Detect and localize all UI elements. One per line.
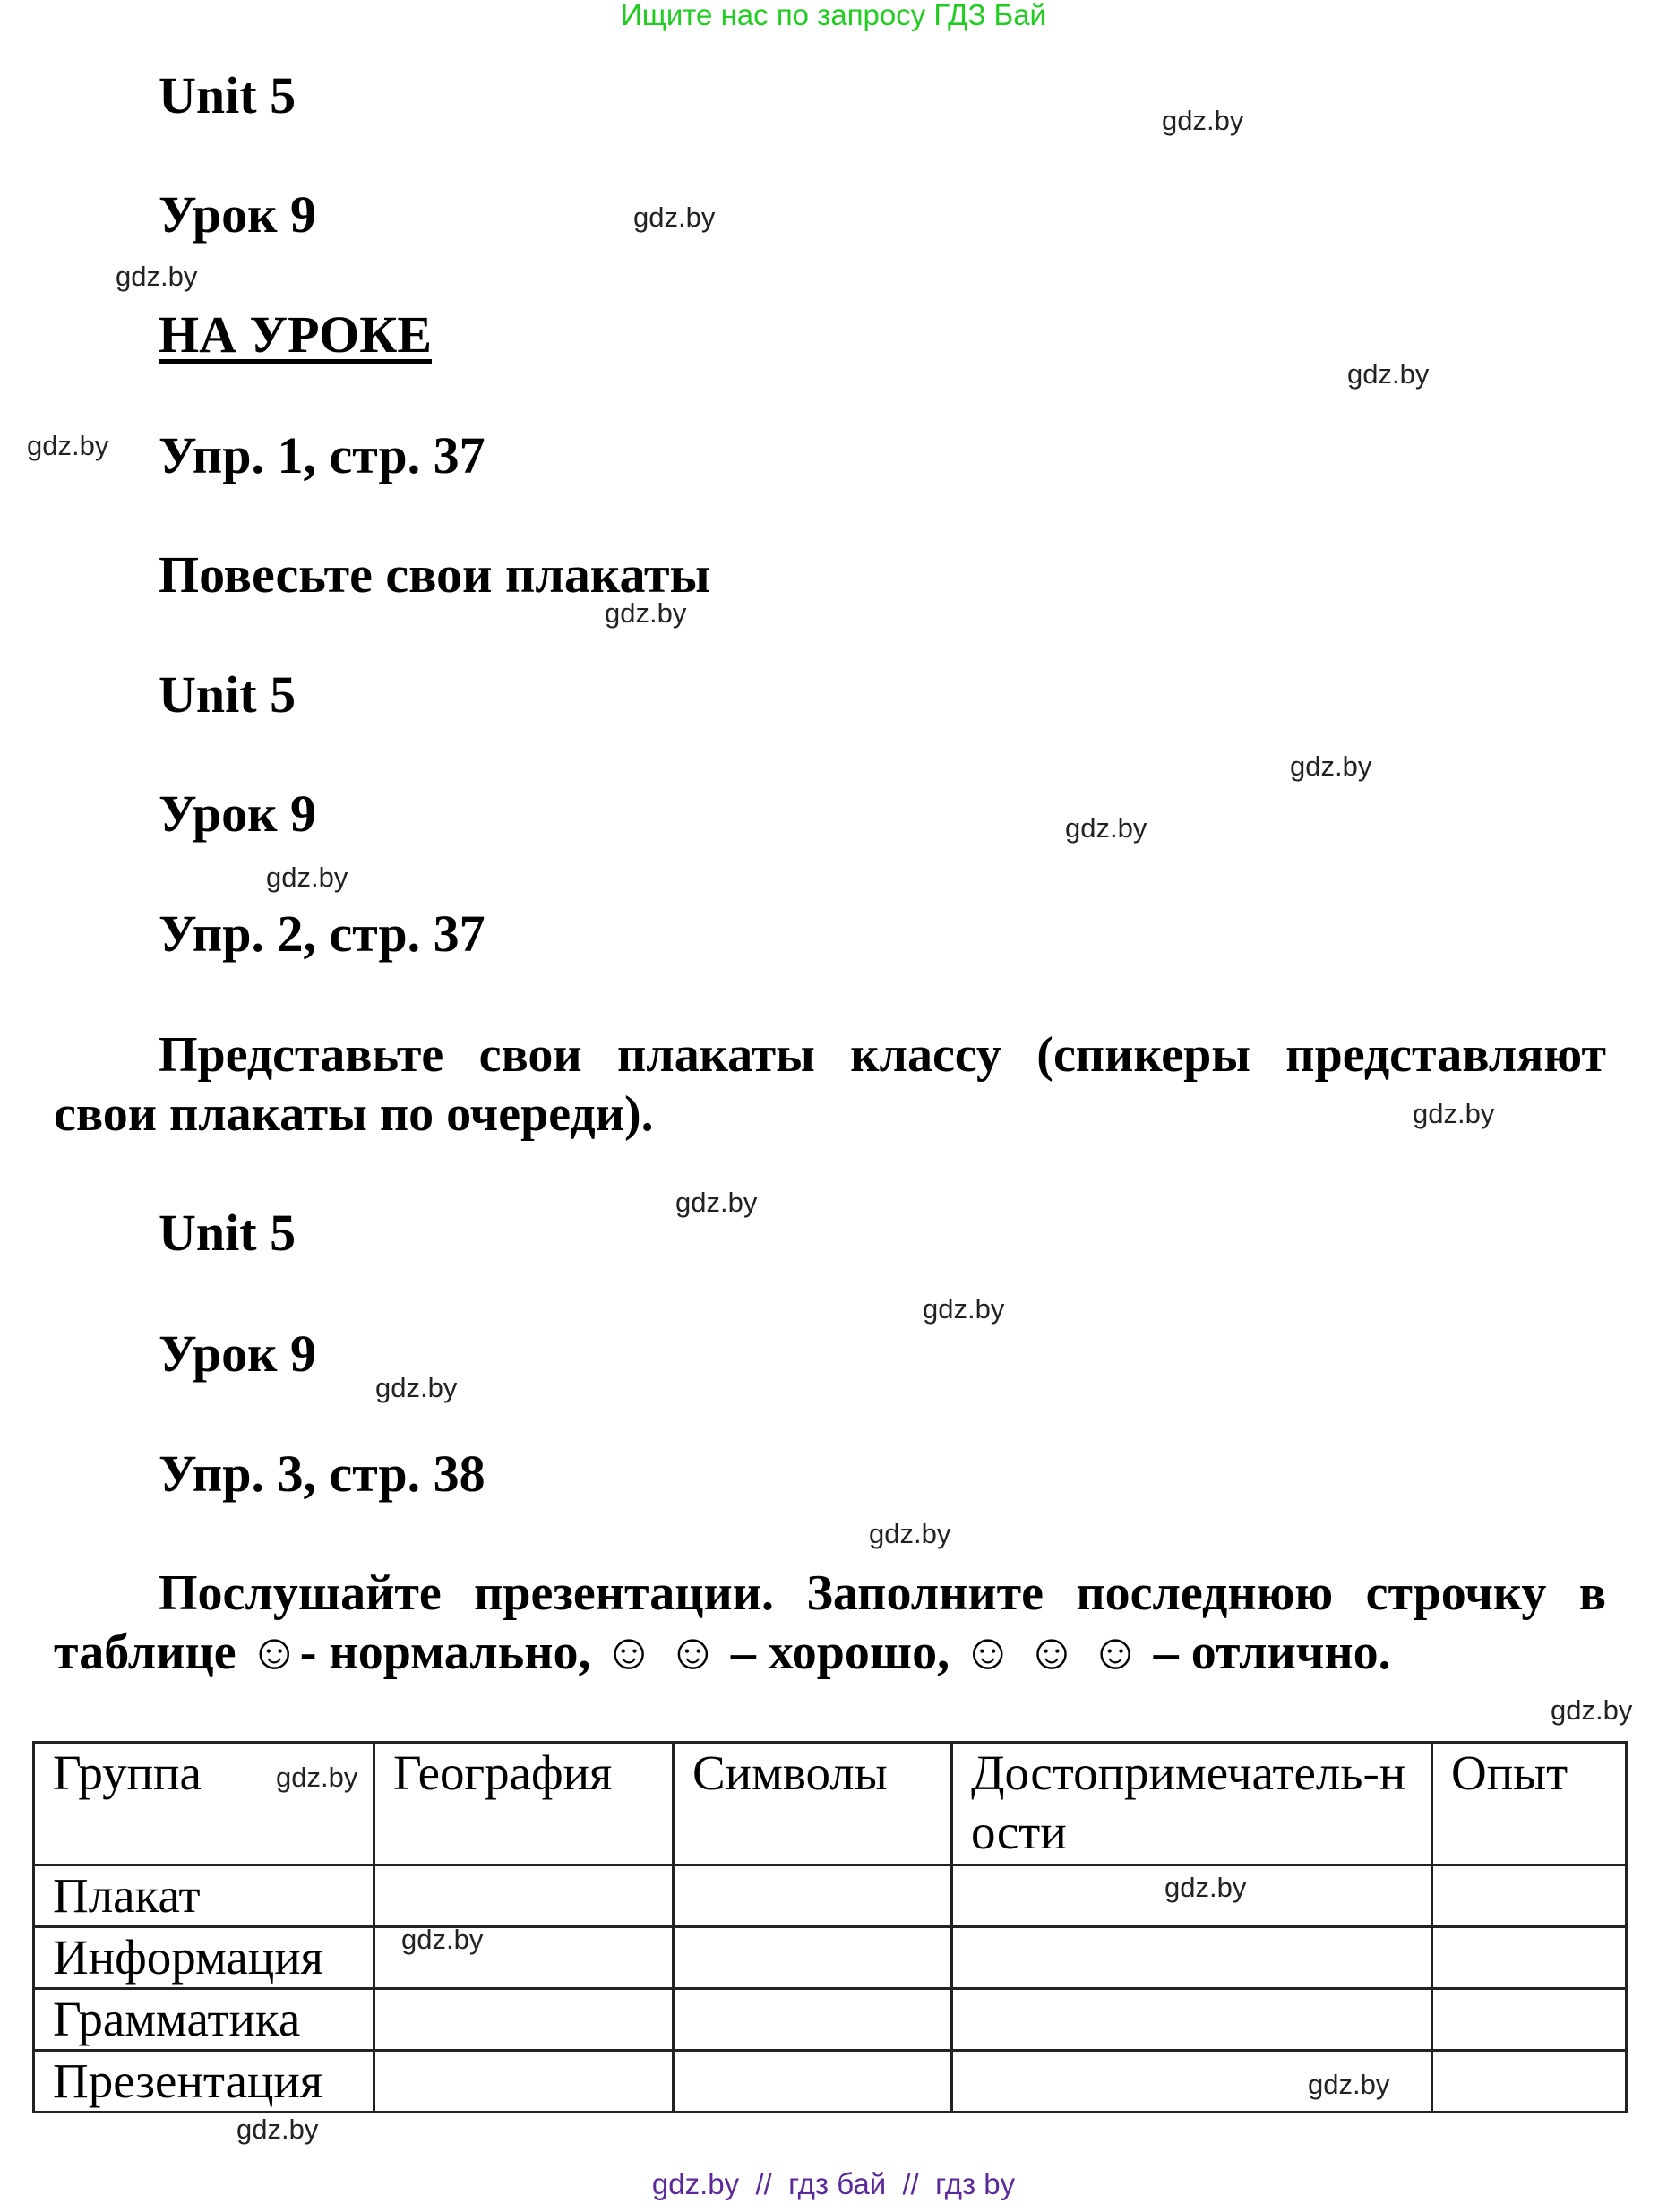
search-banner: Ищите нас по запросу ГДЗ Бай — [621, 0, 1046, 31]
watermark: gdz.by — [1308, 2069, 1390, 2100]
watermark: gdz.by — [276, 1762, 358, 1793]
table-row — [34, 1865, 1627, 1927]
lesson-heading: Урок 9 — [159, 784, 316, 843]
table-cell[interactable] — [952, 1989, 1432, 2051]
task-text: Представьте свои плакаты классу (спикеры представляют свои плакаты по очереди). — [54, 1027, 1606, 1142]
header-cell: Опыт — [1432, 1743, 1627, 1865]
table-cell[interactable] — [674, 1989, 952, 2051]
exercise-heading: Упр. 2, стр. 37 — [159, 905, 485, 963]
watermark: gdz.by — [1290, 750, 1372, 782]
lesson-heading: Урок 9 — [159, 185, 316, 244]
table-header-row — [34, 1743, 1627, 1865]
watermark: gdz.by — [869, 1518, 951, 1549]
watermark: gdz.by — [1164, 1872, 1247, 1903]
unit-heading: Unit 5 — [159, 665, 296, 724]
exercise-heading: Упр. 3, стр. 38 — [159, 1445, 485, 1503]
table-cell[interactable] — [1432, 1989, 1627, 2051]
watermark: gdz.by — [1065, 812, 1147, 844]
row-label: Презентация — [34, 2051, 374, 2113]
exercise-heading: Упр. 1, стр. 37 — [159, 426, 485, 484]
on-lesson-heading: НА УРОКЕ — [159, 305, 433, 364]
watermark: gdz.by — [1162, 105, 1244, 136]
row-label: Грамматика — [34, 1989, 374, 2051]
watermark: gdz.by — [116, 261, 198, 292]
task-text: Послушайте презентации. Заполните последнюю строчку в таблице ☺- нормально, ☺ ☺ – хорошо, ☺ ☺ ☺ – отлично. — [54, 1565, 1606, 1680]
table-cell[interactable] — [374, 1865, 674, 1927]
table-cell[interactable] — [1432, 2051, 1627, 2113]
watermark: gdz.by — [1347, 358, 1430, 390]
table-cell[interactable] — [1432, 1865, 1627, 1927]
header-cell: Группа — [34, 1743, 374, 1865]
table-cell[interactable] — [1432, 1927, 1627, 1989]
row-label: Информация — [34, 1927, 374, 1989]
watermark: gdz.by — [27, 430, 109, 461]
row-label: Плакат — [34, 1865, 374, 1927]
table-cell[interactable] — [374, 2051, 674, 2113]
watermark: gdz.by — [266, 862, 348, 893]
footer-links: gdz.by // гдз бай // гдз by — [651, 2167, 1016, 2200]
header-cell: География — [374, 1743, 674, 1865]
watermark: gdz.by — [375, 1372, 458, 1403]
watermark: gdz.by — [633, 201, 716, 233]
evaluation-table — [32, 1741, 1628, 2113]
table-cell[interactable] — [674, 1927, 952, 1989]
watermark: gdz.by — [401, 1924, 484, 1955]
header-cell: Символы — [674, 1743, 952, 1865]
table-cell[interactable] — [674, 1865, 952, 1927]
watermark: gdz.by — [1413, 1098, 1495, 1129]
watermark: gdz.by — [923, 1293, 1005, 1325]
watermark: gdz.by — [236, 2113, 319, 2145]
watermark: gdz.by — [1551, 1694, 1633, 1726]
header-cell: Достопримечатель-ности — [952, 1743, 1432, 1865]
lesson-heading: Урок 9 — [159, 1325, 316, 1383]
table-cell[interactable] — [674, 2051, 952, 2113]
watermark: gdz.by — [675, 1187, 758, 1218]
table-cell[interactable] — [952, 1927, 1432, 1989]
unit-heading: Unit 5 — [159, 66, 296, 124]
table-cell[interactable] — [374, 1989, 674, 2051]
table-row — [34, 1989, 1627, 2051]
table-row — [34, 1927, 1627, 1989]
task-text: Повесьте свои плакаты — [159, 545, 710, 604]
unit-heading: Unit 5 — [159, 1204, 296, 1262]
watermark: gdz.by — [605, 597, 687, 629]
